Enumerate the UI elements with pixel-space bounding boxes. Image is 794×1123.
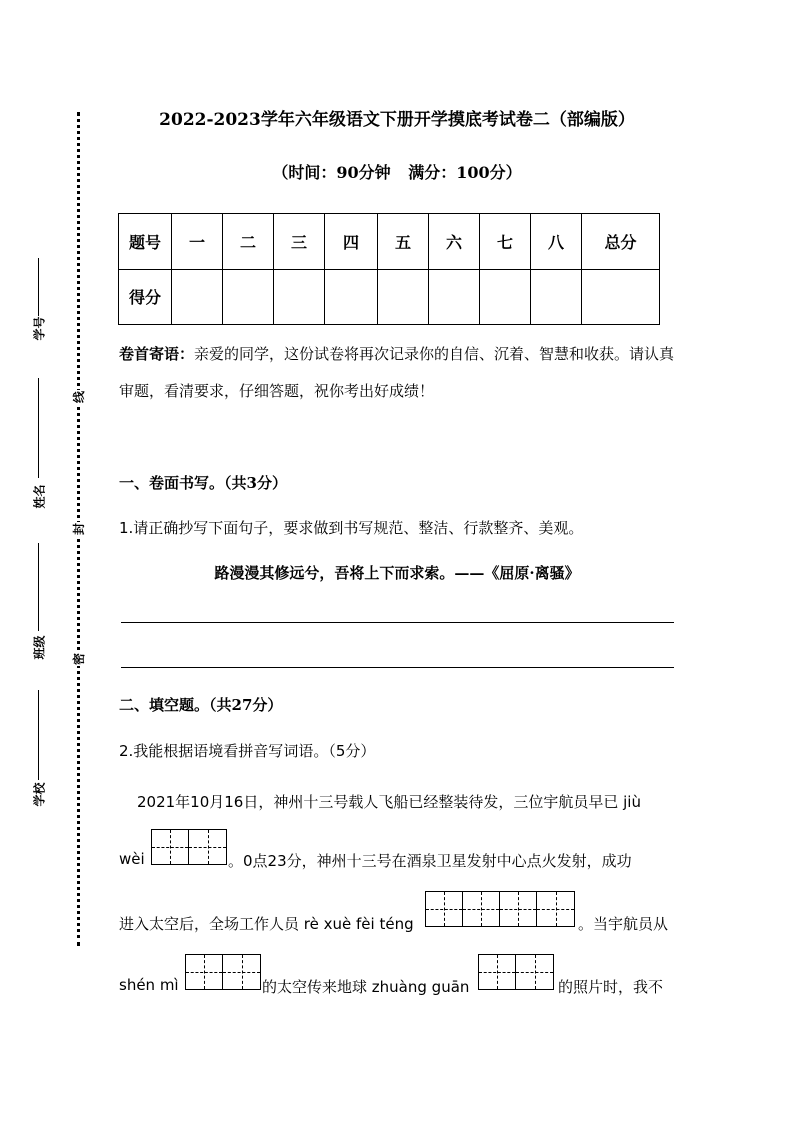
header-cell: 六 xyxy=(429,214,480,270)
pinyin-zhuangguan: zhuàng guān xyxy=(371,978,470,996)
answer-cell[interactable] xyxy=(223,955,260,989)
pinyin-rexuefeiteng: rè xuè fèi téng xyxy=(303,915,414,933)
binding-char-mi: 密 xyxy=(72,653,86,666)
exam-full-score: 满分：100分） xyxy=(408,163,522,182)
answer-cell[interactable] xyxy=(152,830,189,864)
passage-line-3b: 。当宇航员从 xyxy=(578,915,669,933)
answer-cell[interactable] xyxy=(479,955,516,989)
passage-line-4a xyxy=(262,976,469,997)
student-id-line xyxy=(38,258,39,316)
question-1: 1.请正确抄写下面句子，要求做到书写规范、整洁、行款整齐、美观。 xyxy=(119,519,584,537)
passage-line-4b: 的照片时，我不 xyxy=(558,978,664,996)
quote-line: 路漫漫其修远兮，吾将上下而求索。——《屈原·离骚》 xyxy=(214,564,580,582)
section1-title: 一、卷面书写。（共3分） xyxy=(119,474,287,492)
answer-cell[interactable] xyxy=(537,892,574,926)
passage-line-2: 。0点23分，神州十三号在酒泉卫星发射中心点火发射，成功 xyxy=(228,852,632,870)
student-name-label: 姓名 xyxy=(32,484,47,509)
answer-boxes-zhuangguan[interactable] xyxy=(478,954,554,990)
header-cell: 一 xyxy=(172,214,223,270)
score-cell[interactable] xyxy=(274,269,325,325)
answer-boxes-rexuefeiteng[interactable] xyxy=(425,891,575,927)
class-field[interactable] xyxy=(30,543,46,663)
class-line xyxy=(38,543,39,631)
school-field[interactable] xyxy=(30,690,46,810)
score-table-score-row xyxy=(119,269,660,325)
binding-char-feng: 封 xyxy=(72,523,86,536)
school-line xyxy=(38,690,39,780)
header-cell: 八 xyxy=(531,214,582,270)
pinyin-jiu: jiù xyxy=(623,793,641,811)
school-label: 学校 xyxy=(32,782,47,807)
intro-paragraph xyxy=(119,336,679,410)
intro-label: 卷首寄语： xyxy=(119,345,195,363)
class-label: 班级 xyxy=(32,635,47,660)
answer-cell[interactable] xyxy=(463,892,500,926)
header-cell: 二 xyxy=(223,214,274,270)
answer-cell[interactable] xyxy=(426,892,463,926)
passage-line-1 xyxy=(137,791,641,812)
exam-subtitle xyxy=(0,160,794,183)
pinyin-wei: wèi xyxy=(119,850,145,868)
exam-time: （时间：90分钟 xyxy=(272,163,391,182)
score-cell[interactable] xyxy=(429,269,480,325)
writing-line-2[interactable] xyxy=(121,667,674,668)
pinyin-shenmi: shén mì xyxy=(119,976,179,994)
answer-cell[interactable] xyxy=(186,955,223,989)
header-cell: 三 xyxy=(274,214,325,270)
score-cell[interactable] xyxy=(480,269,531,325)
score-table-header-row xyxy=(119,214,660,270)
answer-cell[interactable] xyxy=(189,830,226,864)
header-cell: 总分 xyxy=(582,214,660,270)
student-name-line xyxy=(38,378,39,478)
score-cell[interactable] xyxy=(172,269,223,325)
exam-title: 2022-2023学年六年级语文下册开学摸底考试卷二（部编版） xyxy=(159,110,635,130)
passage-line-3a-text: 进入太空后，全场工作人员 xyxy=(119,915,300,933)
score-cell[interactable] xyxy=(582,269,660,325)
student-name-field[interactable] xyxy=(30,378,46,518)
header-cell: 题号 xyxy=(119,214,172,270)
score-cell[interactable] xyxy=(378,269,429,325)
writing-line-1[interactable] xyxy=(121,622,674,623)
passage-line-4a-text: 的太空传来地球 xyxy=(262,978,368,996)
score-cell[interactable] xyxy=(325,269,378,325)
score-cell[interactable] xyxy=(531,269,582,325)
question-2: 2.我能根据语境看拼音写词语。（5分） xyxy=(119,742,376,760)
passage-line-3a xyxy=(119,913,414,934)
score-row-label: 得分 xyxy=(119,269,172,325)
intro-text: 亲爱的同学，这份试卷将再次记录你的自信、沉着、智慧和收获。请认真审题，看清要求，仔细答题，祝你考出好成绩！ xyxy=(119,345,675,400)
passage-line-1-text: 2021年10月16日，神州十三号载人飞船已经整装待发，三位宇航员早已 xyxy=(137,793,619,811)
header-cell: 四 xyxy=(325,214,378,270)
answer-cell[interactable] xyxy=(500,892,537,926)
answer-boxes-jiuwei[interactable] xyxy=(151,829,227,865)
score-cell[interactable] xyxy=(223,269,274,325)
section2-title: 二、填空题。（共27分） xyxy=(119,696,283,714)
answer-boxes-shenmi[interactable] xyxy=(185,954,261,990)
binding-char-xian: 线 xyxy=(72,391,86,404)
header-cell: 五 xyxy=(378,214,429,270)
student-id-label: 学号 xyxy=(32,316,47,341)
answer-cell[interactable] xyxy=(516,955,553,989)
student-id-field[interactable] xyxy=(30,258,46,348)
score-table xyxy=(118,213,660,325)
header-cell: 七 xyxy=(480,214,531,270)
